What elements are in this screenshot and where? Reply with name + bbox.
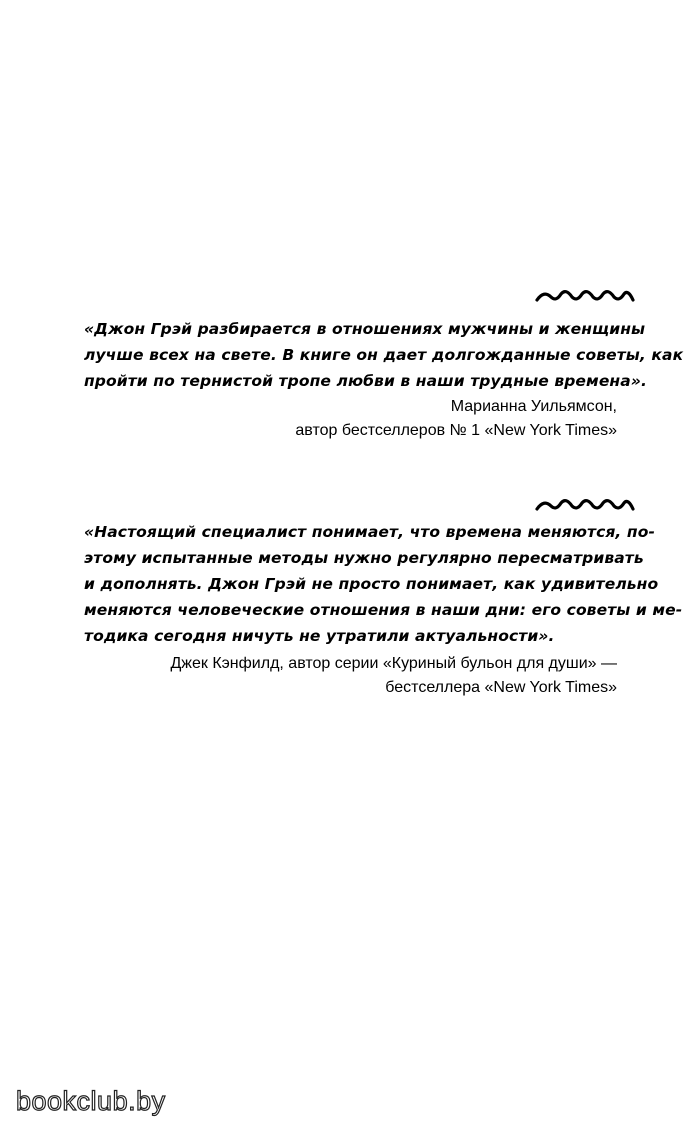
quote-line: «Настоящий специалист понимает, что времена меняются, по- xyxy=(84,523,656,541)
quote-line: лучше всех на свете. В книге он дает долгожданные советы, как xyxy=(84,346,684,364)
zigzag-wave-icon xyxy=(535,498,635,512)
quote-line: пройти по тернистой тропе любви в наши трудные времена». xyxy=(84,372,647,390)
quote-line: и дополнять. Джон Грэй не просто понимает, как удивительно xyxy=(84,575,659,593)
author-line: автор бестселлеров № 1 «New York Times» xyxy=(295,422,617,439)
quote-line: тодика сегодня ничуть не утратили актуальности». xyxy=(84,627,555,645)
testimonial-author-1 xyxy=(97,395,617,443)
author-line: Джек Кэнфилд, автор серии «Куриный бульон для души» — xyxy=(170,655,617,672)
quote-line: меняются человеческие отношения в наши дни: его советы и ме- xyxy=(84,601,683,619)
zigzag-wave-icon-svg xyxy=(535,498,635,512)
author-line: Марианна Уильямсон, xyxy=(450,398,617,415)
author-line: бестселлера «New York Times» xyxy=(385,679,617,696)
site-watermark: bookclub.by xyxy=(16,1086,166,1116)
testimonial-author-2 xyxy=(97,652,617,700)
testimonial-quote-2 xyxy=(84,519,683,649)
quote-line: «Джон Грэй разбирается в отношениях мужчины и женщины xyxy=(84,320,646,338)
zigzag-wave-icon-svg xyxy=(535,289,635,303)
quote-line: этому испытанные методы нужно регулярно пересматривать xyxy=(84,549,644,567)
zigzag-wave-icon xyxy=(535,289,635,303)
testimonial-quote-1 xyxy=(84,316,684,394)
